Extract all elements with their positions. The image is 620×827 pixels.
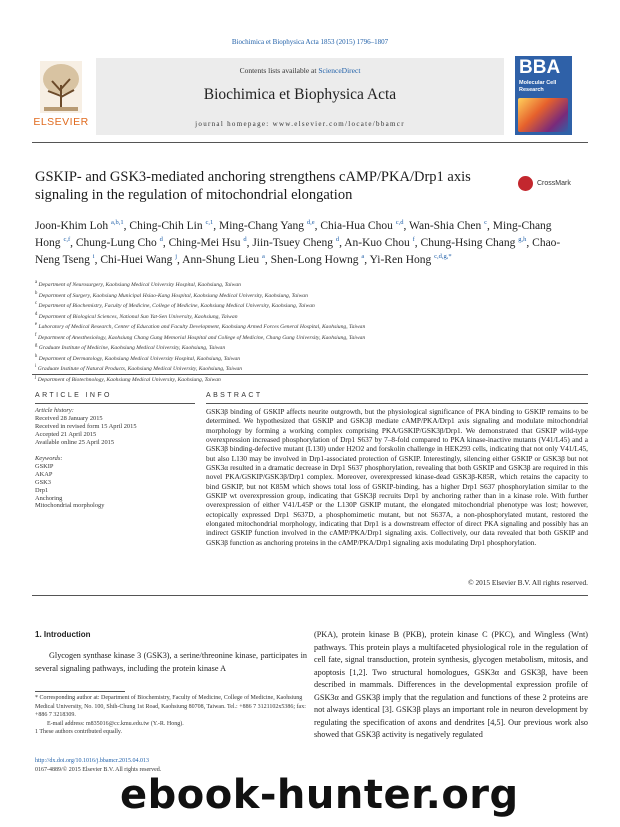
author-affiliation-marker[interactable]: a,b,1 bbox=[111, 219, 124, 226]
affiliation-key: c bbox=[35, 301, 38, 307]
history-list bbox=[35, 415, 195, 447]
author-affiliation-marker[interactable]: c bbox=[484, 219, 488, 226]
article-info bbox=[35, 407, 195, 510]
affiliation-divider bbox=[32, 374, 588, 375]
keyword-list bbox=[35, 463, 195, 511]
author-affiliation-marker[interactable]: a bbox=[262, 252, 265, 260]
author-affiliation-marker[interactable]: i bbox=[92, 252, 95, 260]
crossmark-icon bbox=[518, 176, 533, 191]
equal-contribution-note: 1 These authors contributed equally. bbox=[35, 729, 122, 736]
affiliation-key: f bbox=[35, 332, 37, 338]
keyword-item: Drp1 bbox=[35, 486, 49, 494]
affiliation-item: $^d$ Department of Biological Sciences, National Sun Yat-Sen University, Kaohsiung, Taiwan bbox=[35, 311, 238, 320]
author-affiliation-marker[interactable]: d bbox=[335, 235, 340, 243]
body-column-left: Glycogen synthase kinase 3 (GSK3), a serine/threonine kinase, participates in several signaling pathways, including the protein kinase A bbox=[35, 651, 307, 673]
author-affiliation-marker[interactable]: g,h bbox=[518, 235, 527, 243]
keyword-item: AKAP bbox=[35, 470, 53, 478]
author-affiliation-marker[interactable]: c,1 bbox=[205, 219, 214, 226]
affiliation-key: b bbox=[35, 290, 38, 296]
affiliation-item: $^e$ Laboratory of Medical Research, Center of Education and Faculty Development, Kaohsiung Armed Forces General Hospital, Kaohsiung, Taiwan bbox=[35, 322, 366, 330]
elsevier-logo bbox=[32, 58, 90, 132]
abstract-text: GSK3β binding of GSKIP affects neurite outgrowth, but the physiological significance of PKA binding to GSKIP remains to be determined. We hypothesized that GSKIP and GSK3β mediate cAMP/PKA/Drp1 axis signaling and modulate mitochondrial morphology by forming a working complex comprising PKA/GSKIP/GSK3β/Drp1. We demonstrated that GSKIP wild-type overexpression increased phosphorylation of Drp1 S637 by 7–8-fold compared to PKA kinase-inactive mutants (V41/L45) and a GSK3β binding-defective mutant (L130) under H2O2 and forskolin challenge in HEK293 cells, indicating that not only V41/L45, but also L130 may be involved in Drp1-associated protection of GSKIP. Interestingly, silencing either GSKIP or GSK3β but not GSK3α resulted in a dramatic decrease in Drp1 S637 phosphorylation, revealing that both GSKIP and GSK3β are required in this novel PKA/GSKIP/GSK3β/Drp1 complex. Moreover, overexpressed kinase-dead GSK3β-K85R, which retains the capacity to bind GSKIP, but not K85M which shows total loss of GSKIP-binding, has a higher Drp1 S637 phosphorylation similar to the GSKIP wt overexpression group, indicating that GSK3β recruits Drp1 by anchoring rather than in a kinase role. With further overexpression of either V41/L45P or the L130P GSKIP mutant, the elongated mitochondrial phenotype was lost; however, ectopically expressed Drp1 S637D, a phosphomimetic mutant, but not S637A, a non-phosphorylated mutant, restored the elongated mitochondrial morphology, indicating that Drp1 is a downstream effector of direct PKA signaling and possibly has an indirect GSKIP function involved in the cAMP/PKA/Drp1 signaling axis. Collectively, our data revealed that both GSKIP and GSK3β function as anchoring proteins in the cAMP/PKA/Drp1 signaling axis modulating Drp1 phosphorylation. bbox=[206, 407, 588, 547]
author-affiliation-marker[interactable]: a bbox=[361, 252, 365, 260]
author-name[interactable]: Joon-Khim Loh bbox=[35, 219, 112, 232]
journal-header-band bbox=[96, 58, 504, 135]
article-info-rule bbox=[35, 403, 195, 404]
crossmark-badge[interactable]: CrossMark bbox=[518, 176, 578, 192]
author-name[interactable]: Ming-Chang Hong bbox=[35, 219, 552, 249]
author-name[interactable]: Chao-Neng Tseng bbox=[35, 236, 561, 266]
author-affiliation-marker[interactable]: c,d,g,* bbox=[434, 252, 452, 260]
body-column-right: (PKA), protein kinase B (PKB), protein kinase C (PKC), and Wingless (Wnt) pathways. This protein plays a multifaceted physiological role in the regulation of cell fate, signal transduction, protein synthesis, glycogen metabolism, mitosis, and apoptosis [1,2]. Two structural homologues, GSK3α and GSK3β, have been described in mammals. Differences in the developmental expression profile of GSK3α and GSK3β imply that the regulation and functions of these 2 proteins are not always identical [3]. GSK3β plays an important role in neuron development by regulating the specification of axons and dendrites [4,5]. Our previous work also showed that GSK3β activity is negatively regulated bbox=[314, 630, 588, 739]
sciencedirect-link[interactable]: ScienceDirect bbox=[318, 66, 361, 75]
affiliation-key: a bbox=[35, 280, 38, 285]
author-affiliation-marker[interactable]: j bbox=[175, 252, 178, 260]
affiliation-item: $^a$ Department of Neurosurgery, Kaohsiung Medical University Hospital, Kaohsiung, Taiwan bbox=[35, 280, 241, 288]
history-item: Available online 25 April 2015 bbox=[35, 438, 115, 446]
affiliation-list bbox=[35, 279, 575, 384]
history-item: Received in revised form 15 April 2015 bbox=[35, 422, 137, 430]
affiliation-key: e bbox=[35, 322, 38, 328]
journal-cover bbox=[515, 56, 572, 135]
abstract-copyright: © 2015 Elsevier B.V. All rights reserved. bbox=[468, 578, 588, 587]
author-name[interactable]: Jiin-Tsuey Cheng bbox=[252, 236, 336, 249]
history-label: Article history: bbox=[35, 407, 74, 414]
author-name[interactable]: Ming-Chang Yang bbox=[218, 219, 307, 232]
author-name[interactable]: Wan-Shia Chen bbox=[409, 219, 485, 232]
doi-link[interactable]: http://dx.doi.org/10.1016/j.bbamcr.2015.04.013 bbox=[35, 758, 150, 764]
author-affiliation-marker[interactable]: c,d bbox=[395, 219, 404, 226]
author-name[interactable]: Shen-Long Howng bbox=[270, 253, 362, 266]
author-name[interactable]: Chi-Huei Wang bbox=[100, 253, 176, 266]
article-info-heading: ARTICLE INFO bbox=[35, 392, 112, 399]
author-affiliation-marker[interactable]: d bbox=[243, 235, 247, 243]
author-name[interactable]: Ann-Shung Lieu bbox=[182, 253, 263, 266]
author-name[interactable]: Ching-Chih Lin bbox=[129, 219, 206, 232]
journal-name: Biochimica et Biophysica Acta bbox=[203, 86, 397, 103]
contents-line: Contents lists available at ScienceDirect bbox=[239, 66, 361, 75]
author-affiliation-marker[interactable]: c,f bbox=[63, 235, 71, 243]
author-name[interactable]: An-Kuo Chou bbox=[344, 236, 413, 249]
journal-citation[interactable]: Biochimica et Biophysica Acta 1853 (2015) 1796–1807 bbox=[231, 38, 389, 46]
author-name[interactable]: Chia-Hua Chou bbox=[320, 219, 396, 232]
header-divider bbox=[32, 142, 588, 143]
elsevier-tree-icon bbox=[40, 61, 82, 113]
author-name[interactable]: Chung-Hsing Chang bbox=[420, 236, 519, 249]
corresponding-author-note: * Corresponding author at: Department of Biochemistry, Faculty of Medicine, College of Medicine, Kaohsiung Medical University, No. 100, Shih-Chung 1st Road, Kaohsiung 80708, Taiwan. Tel.: +886 7 3121102x5386; fax: +886 7 3218309. bbox=[35, 695, 306, 719]
keyword-item: GSK3 bbox=[35, 478, 51, 486]
affiliation-key: i bbox=[35, 364, 37, 370]
elsevier-wordmark: ELSEVIER bbox=[33, 116, 89, 128]
abstract-heading: ABSTRACT bbox=[206, 392, 263, 399]
history-item: Accepted 21 April 2015 bbox=[35, 430, 97, 438]
affiliation-key: g bbox=[35, 343, 38, 349]
author-affiliation-marker[interactable]: d,e bbox=[306, 219, 315, 226]
author-name[interactable]: Chung-Lung Cho bbox=[75, 236, 160, 249]
author-name[interactable]: Yi-Ren Hong bbox=[369, 253, 435, 266]
author-affiliation-marker[interactable]: f bbox=[412, 235, 415, 243]
keyword-item: Anchoring bbox=[35, 494, 63, 502]
cover-subtitle: Molecular Cell Research bbox=[519, 80, 557, 93]
abstract-rule bbox=[206, 403, 588, 404]
affiliation-item: $^j$ Department of Biotechnology, Kaohsiung Medical University, Kaohsiung, Taiwan bbox=[35, 374, 221, 383]
affiliation-key: d bbox=[35, 311, 38, 317]
issn-line: 0167-4889/© 2015 Elsevier B.V. All rights reserved. bbox=[35, 766, 162, 773]
abstract-bottom-rule bbox=[32, 595, 588, 596]
article-title: GSKIP- and GSK3-mediated anchoring strengthens cAMP/PKA/Drp1 axis signaling in the regulation of mitochondrial elongation bbox=[35, 169, 471, 203]
footnote-rule bbox=[35, 691, 125, 692]
cover-artwork bbox=[518, 98, 568, 132]
affiliation-item: $^i$ Graduate Institute of Natural Products, Kaohsiung Medical University, Kaohsiung, Taiwan bbox=[35, 364, 243, 372]
email-note[interactable]: E-mail address: m835016@cc.kmu.edu.tw (Y.-R. Hong). bbox=[47, 720, 184, 727]
footnotes bbox=[35, 694, 307, 737]
affiliation-item: $^h$ Department of Dermatology, Kaohsiung Medical University Hospital, Kaohsiung, Taiwan bbox=[35, 353, 241, 362]
affiliation-key: h bbox=[35, 353, 38, 359]
author-name[interactable]: Ching-Mei Hsu bbox=[168, 236, 244, 249]
journal-homepage[interactable]: journal homepage: www.elsevier.com/locate/bbamcr bbox=[195, 120, 405, 128]
author-affiliation-marker[interactable]: d bbox=[159, 235, 163, 243]
watermark: ebook-hunter.org bbox=[120, 772, 519, 818]
cover-title: BBA bbox=[519, 57, 561, 78]
affiliation-item: $^c$ Department of Biochemistry, Faculty of Medicine, College of Medicine, Kaohsiung Medical University, Kaohsiung, Taiwan bbox=[35, 301, 315, 309]
affiliation-key: j bbox=[35, 374, 37, 380]
keyword-item: GSKIP bbox=[35, 462, 54, 470]
history-item: Received 28 January 2015 bbox=[35, 414, 103, 422]
keyword-item: Mitochondrial morphology bbox=[35, 502, 105, 510]
affiliation-item: $^f$ Department of Anesthesiology, Kaohsiung Chang Gung Memorial Hospital and College of Medicine, Chang Gung University, Kaohsiung, Taiwan bbox=[35, 332, 366, 341]
section-heading: 1. Introduction bbox=[35, 630, 91, 639]
affiliation-item: $^b$ Department of Surgery, Kaohsiung Municipal Hsiao-Kang Hospital, Kaohsiung Medical University, Kaohsiung, Taiwan bbox=[35, 290, 308, 299]
keywords-label: Keywords: bbox=[35, 454, 63, 462]
author-list: Joon-Khim Loh $^{a,b,1}$, Ching-Chih Lin $^{c,1}$, Ming-Chang Yang $^{d,e}$, Chia-Hua Chou $^{c,d}$, Wan-Shia Chen $^c$, Ming-Chang Hong $^{c,f}$, Chung-Lung Cho $^d$, Ching-Mei Hsu $^d$, Jiin-Tsuey Cheng $^d$, An-Kuo Chou $^f$, Chung-Hsing Chang $^{g,h}$, Chao-Neng Tseng $^i$, Chi-Huei Wang $^j$, Ann-Shung Lieu $^a$, Shen-Long Howng $^a$, Yi-Ren Hong $^{c,d,g,*}$ bbox=[35, 219, 561, 266]
affiliation-item: $^g$ Graduate Institute of Medicine, Kaohsiung Medical University, Kaohsiung, Taiwan bbox=[35, 343, 226, 351]
